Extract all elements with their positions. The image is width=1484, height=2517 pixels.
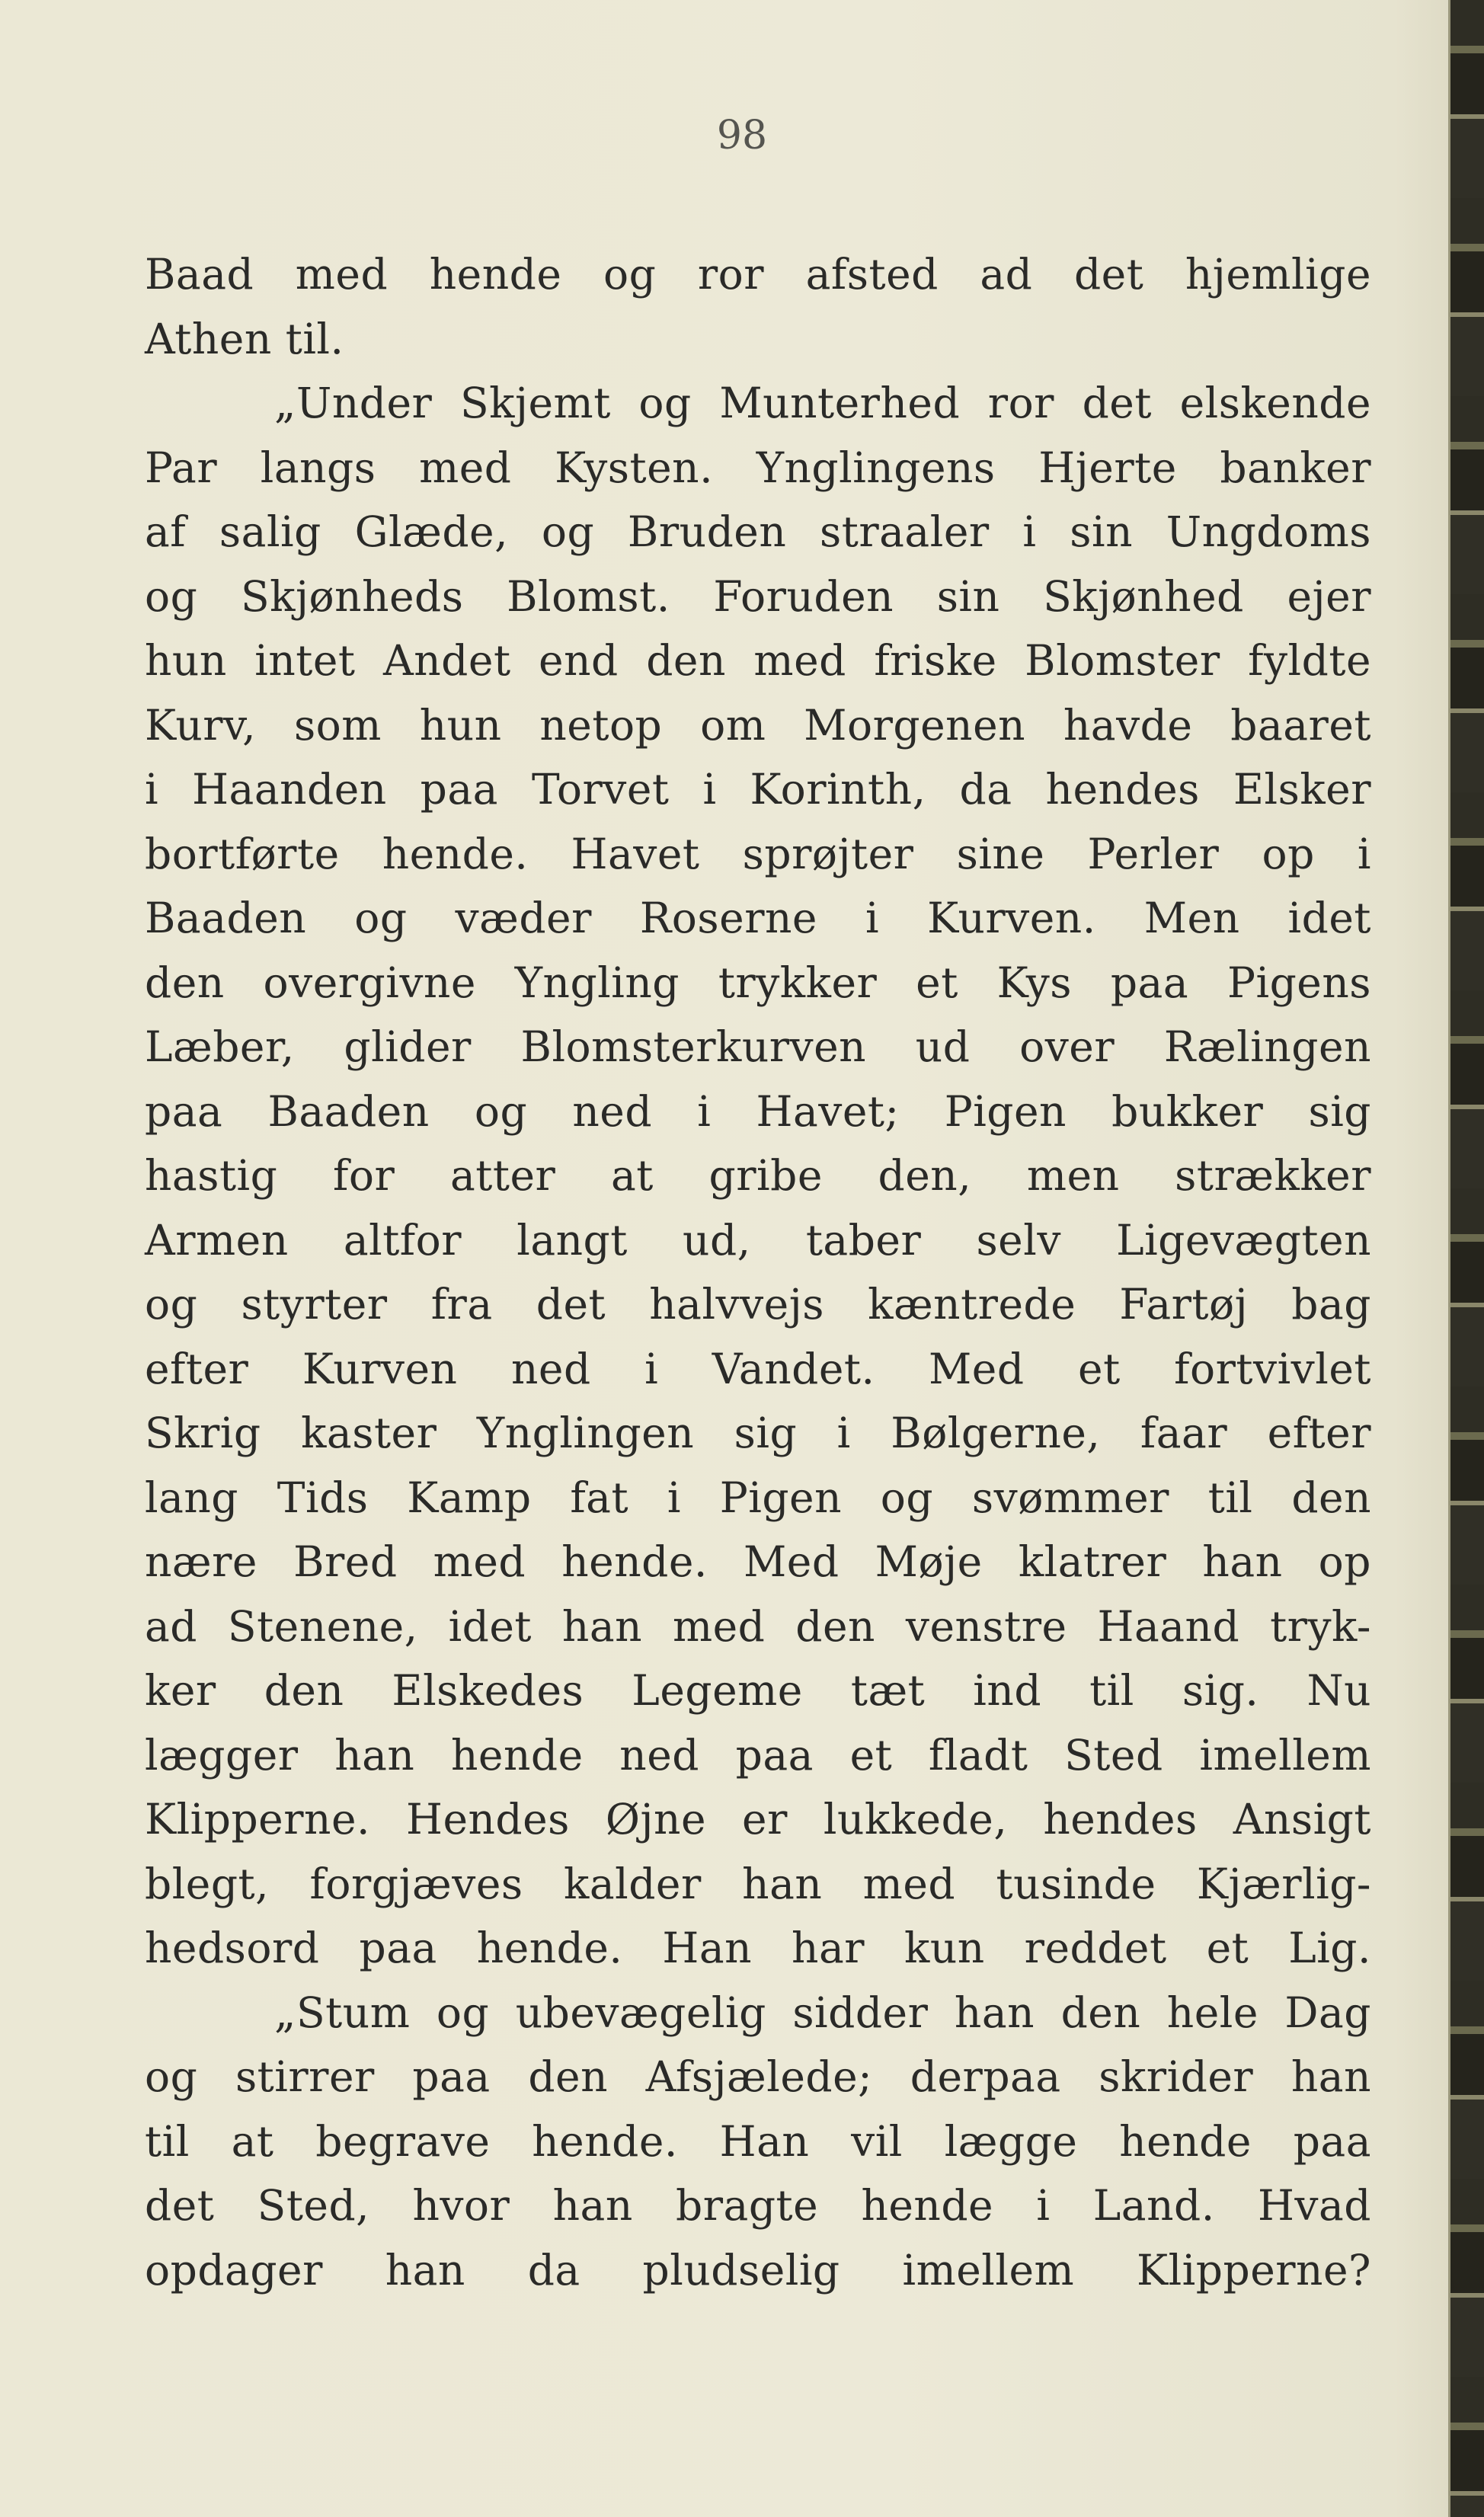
text-line: og styrter fra det halvvejs kæntrede Fartøj bag	[145, 1280, 1371, 1329]
text-line: Kurv, som hun netop om Morgenen havde baaret	[145, 700, 1371, 750]
text-line: Par langs med Kysten. Ynglingens Hjerte banker	[145, 443, 1371, 492]
text-line: til at begrave hende. Han vil lægge hende paa	[145, 2116, 1371, 2166]
text-line: den overgivne Yngling trykker et Kys paa Pigens	[145, 958, 1371, 1007]
body-text	[145, 242, 1371, 2302]
text-line: blegt, forgjæves kalder han med tusinde Kjærlig-	[145, 1859, 1371, 1908]
text-line: hastig for atter at gribe den, men strækker	[145, 1151, 1371, 1200]
text-line: og stirrer paa den Afsjælede; derpaa skrider han	[145, 2052, 1371, 2101]
text-line: efter Kurven ned i Vandet. Med et fortvivlet	[145, 1344, 1371, 1393]
text-line: ad Stenene, idet han med den venstre Haand tryk-	[145, 1601, 1371, 1651]
page-edge-shadow	[1448, 0, 1484, 2517]
text-line: Armen altfor langt ud, taber selv Ligevægten	[145, 1215, 1371, 1265]
text-line: hedsord paa hende. Han har kun reddet et Lig.	[145, 1924, 1371, 1972]
text-line: af salig Glæde, og Bruden straaler i sin Ungdoms	[145, 507, 1371, 556]
text-line: „Under Skjemt og Munterhed ror det elskende	[274, 379, 1371, 427]
text-line: Baad med hende og ror afsted ad det hjemlige	[145, 250, 1371, 299]
text-line: hun intet Andet end den med friske Blomster fyldte	[145, 636, 1371, 685]
text-line: bortførte hende. Havet sprøjter sine Perler op i	[145, 829, 1371, 878]
text-line: ker den Elskedes Legeme tæt ind til sig. Nu	[145, 1666, 1371, 1715]
text-line: lang Tids Kamp fat i Pigen og svømmer til den	[145, 1473, 1371, 1522]
text-line: og Skjønheds Blomst. Foruden sin Skjønhed ejer	[145, 571, 1371, 621]
text-line: Baaden og væder Roserne i Kurven. Men idet	[145, 894, 1371, 942]
text-line: opdager han da pludselig imellem Klipperne?	[145, 2245, 1371, 2295]
page-number: 98	[716, 113, 768, 158]
text-line: Læber, glider Blomsterkurven ud over Rælingen	[145, 1022, 1371, 1071]
text-line: i Haanden paa Torvet i Korinth, da hendes Elsker	[145, 765, 1371, 814]
text-line: paa Baaden og ned i Havet; Pigen bukker sig	[145, 1086, 1371, 1136]
text-line: Athen til.	[145, 314, 344, 363]
text-line: „Stum og ubevægelig sidder han den hele Dag	[274, 1988, 1371, 2037]
text-line: Skrig kaster Ynglingen sig i Bølgerne, faar efter	[145, 1409, 1371, 1457]
text-line: nære Bred med hende. Med Møje klatrer han op	[145, 1537, 1371, 1586]
text-line: lægger han hende ned paa et fladt Sted imellem	[145, 1730, 1371, 1780]
text-line: Klipperne. Hendes Øjne er lukkede, hendes Ansigt	[145, 1795, 1371, 1844]
text-line: det Sted, hvor han bragte hende i Land. Hvad	[145, 2181, 1371, 2230]
